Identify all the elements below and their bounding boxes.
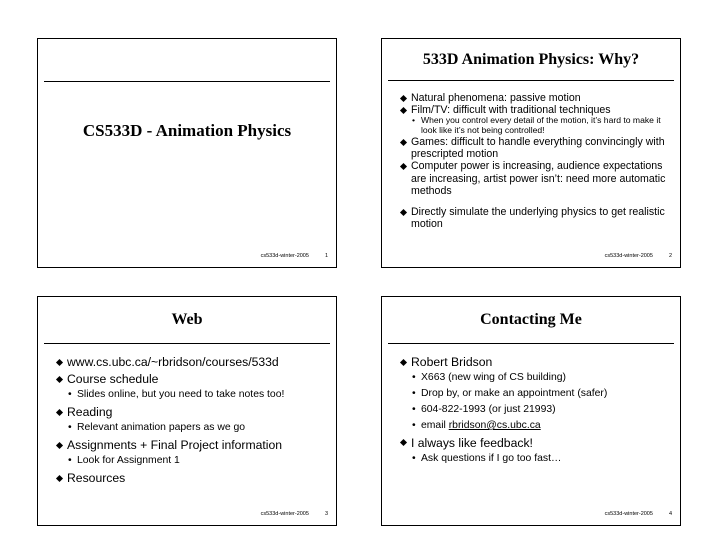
slide-footer (605, 511, 672, 517)
list-item: www.cs.ubc.ca/~rbridson/courses/533d (56, 355, 331, 369)
list-item: Assignments + Final Project information (56, 438, 331, 452)
page-number: 1 (324, 253, 328, 259)
list-item: • 604-822-1993 (or just 21993) (400, 404, 670, 416)
list-item: Reading (56, 405, 331, 419)
footer-label: cs533d-winter-2005 (260, 511, 309, 517)
list-item: • Ask questions if I go too fast… (400, 453, 670, 465)
email-label: email (421, 419, 449, 431)
slide-1 (37, 38, 337, 268)
slide-4 (381, 296, 681, 526)
page-number: 4 (668, 511, 672, 517)
list-item: Natural phenomena: passive motion (400, 92, 670, 104)
slide-2 (381, 38, 681, 268)
title-rule (44, 81, 330, 82)
list-item: • Relevant animation papers as we go (56, 422, 331, 434)
email-link[interactable]: rbridson@cs.ubc.ca (448, 419, 541, 431)
list-item (400, 420, 670, 432)
slide-3 (37, 296, 337, 526)
list-item: • X663 (new wing of CS building) (400, 372, 670, 384)
footer-label: cs533d-winter-2005 (604, 511, 653, 517)
slide-footer (261, 253, 328, 259)
page-number: 3 (324, 511, 328, 517)
page-number: 2 (668, 253, 672, 259)
list-item: • Slides online, but you need to take notes too! (56, 389, 331, 401)
title-rule (44, 343, 330, 344)
list-item: Resources (56, 471, 331, 485)
list-item: Computer power is increasing, audience expectations are increasing, artist power isn’t: need more automatic methods (400, 160, 670, 197)
list-item: Robert Bridson (400, 355, 670, 369)
list-item: • Look for Assignment 1 (56, 455, 331, 467)
footer-label: cs533d-winter-2005 (604, 253, 653, 259)
list-item: Games: difficult to handle everything convincingly with prescripted motion (400, 136, 670, 160)
bullet-list (400, 92, 670, 230)
bullet-list (400, 355, 670, 465)
slide-title: Web (171, 311, 203, 328)
title-rule (388, 80, 674, 81)
list-item: Film/TV: difficult with traditional techniques (400, 104, 670, 116)
slide-footer (605, 253, 672, 259)
slide-title: 533D Animation Physics: Why? (422, 51, 640, 68)
list-item: Directly simulate the underlying physics to get realistic motion (400, 206, 670, 230)
slide-title: CS533D - Animation Physics (82, 121, 292, 140)
list-item: Course schedule (56, 372, 331, 386)
list-item: • When you control every detail of the motion, it’s hard to make it look like it’s not being controlled! (400, 116, 670, 136)
title-rule (388, 343, 674, 344)
footer-label: cs533d-winter-2005 (260, 253, 309, 259)
slide-title: Contacting Me (480, 311, 582, 328)
list-item: • Drop by, or make an appointment (safer) (400, 388, 670, 400)
slide-footer (261, 511, 328, 517)
list-item: I always like feedback! (400, 436, 670, 450)
bullet-list (56, 355, 331, 485)
